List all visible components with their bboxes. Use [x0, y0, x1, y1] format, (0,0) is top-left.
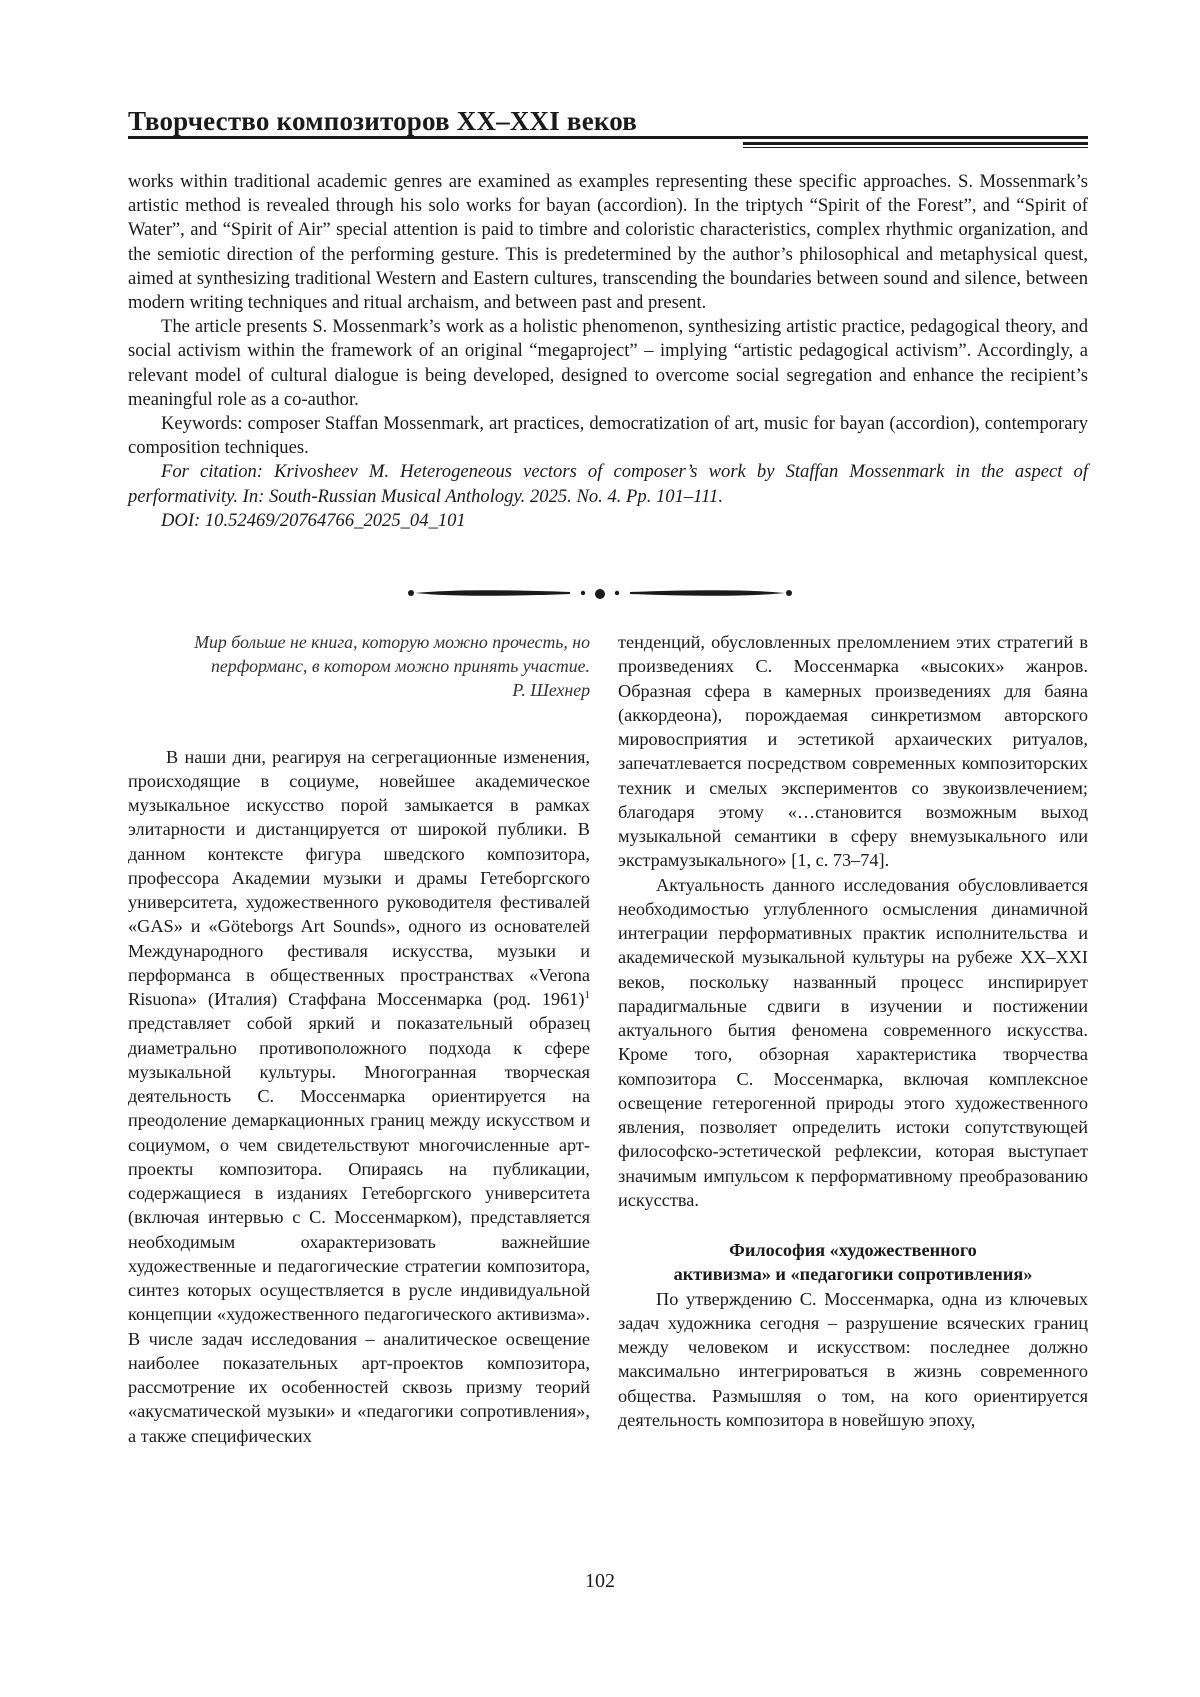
running-header [128, 100, 1088, 150]
footnote-marker[interactable]: 1 [584, 989, 590, 1002]
section-heading [618, 1238, 1088, 1287]
page-number: 102 [585, 1570, 615, 1592]
right-column [618, 630, 1088, 1432]
section-divider-ornament-icon [405, 581, 795, 605]
epigraph [128, 630, 590, 703]
body-paragraph-relevance: Актуальность данного исследования обусловливается необходимостью углубленного осмысления динамичной интеграции перформативных практик исполнительства и академической музыкальной культуры на рубеже XX–XXI веков, поскольку названный процесс инспирирует парадигмальные сдвиги в изучении и постижении актуального бытия феномена современного искусства. Кроме того, обзорная характеристика творчества композитора С. Моссенмарка, включая комплексное освещение гетерогенной природы этого художественного явления, позволяет определить истоки сопутствующей философско-эстетической рефлексии, которая выступает значимым импульсом к перформативному преобразованию искусства. [618, 874, 1088, 1210]
header-rule-double [743, 142, 1088, 145]
epigraph-quote: Мир больше не книга, которую можно прочесть, но перформанс, в котором можно принять участие. [194, 632, 590, 677]
abstract-paragraph-1: works within traditional academic genres are examined as examples representing these specific approaches. S. Mossenmark’s artistic method is revealed through his solo works for bayan (accordion). In the triptych “Spirit of the Forest”, and “Spirit of Water”, and “Spirit of Air” special attention is paid to timbre and coloristic characteristics, complex rhythmic organization, and the semiotic direction of the performing gesture. This is predetermined by the author’s philosophical and metaphysical quest, aimed at synthesizing traditional Western and Eastern cultures, transcending the boundaries between sound and silence, between modern writing techniques and ritual archaism, and between past and present. [128, 171, 1088, 314]
body-text-part-1: В наши дни, реагируя на сегрегационные изменения, происходящие в социуме, новейшее академическое музыкальное искусство порой замыкается в рамках элитарности и дистанцируется от широкой публики. В данном контексте фигура шведского композитора, профессора Академии музыки и драмы Гетеборгского университета, художественного руководителя фестивалей «GAS» и «Göteborgs Art Sounds», одного из основателей Международного фестиваля искусства, музыки и перформанса в общественных пространствах «Verona Risuona» (Италия) Стаффана Моссенмарка (род. 1961) [128, 746, 590, 1010]
body-paragraph-section: По утверждению С. Моссенмарка, одна из ключевых задач художника сегодня – разрушение всяческих границ между человеком и искусством: последнее должно максимально интегрироваться в жизнь современного общества. Размышляя о том, на кого ориентируется деятельность композитора в новейшую эпоху, [618, 1288, 1088, 1430]
body-text-part-2: представляет собой яркий и показательный образец диаметрально противоположного подхода к сфере музыкальной культуры. Многогранная творческая деятельность С. Моссенмарка ориентируется на преодоление демаркационных границ между искусством и социумом, о чем свидетельствуют многочисленные арт-проекты композитора. Опираясь на публикации, содержащиеся в изданиях Гетеборгского университета (включая интервью с С. Моссенмарком), представляется необходимым охарактеризовать важнейшие художественные и педагогические стратегии композитора, синтез которых осуществляется в русле индивидуальной концепции «художественного педагогического активизма». В числе задач исследования – аналитическое освещение наиболее показательных арт-проектов композитора, рассмотрение их особенностей сквозь призму теорий «акусматической музыки» и «педагогики сопротивления», а также специфических [128, 1013, 590, 1446]
running-header-title: Творчество композиторов XX–XXI веков [128, 106, 638, 136]
abstract-citation: For citation: Krivosheev M. Heterogeneous vectors of composer’s work by Staffan Mossenmark in the aspect of performativity. In: South-Russian Musical Anthology. 2025. No. 4. Pp. 101–111. [128, 461, 1088, 507]
left-column [128, 630, 590, 1448]
body-paragraph-continued: тенденций, обусловленных преломлением этих стратегий в произведениях С. Моссенмарка «высоких» жанров. Образная сфера в камерных произведениях для баяна (аккордеона), порождаемая синкретизмом авторского мировосприятия и эстетикой архаических ритуалов, запечатлевается посредством современных композиторских техник и смелых экспериментов со звукоизвлечением; благодаря этому «…становится возможным выход музыкальной семантики в сферу внемузыкального или экстрамузыкального» [1, с. 73–74]. [618, 632, 1088, 871]
english-abstract [128, 170, 1088, 533]
section-heading-line-1: Философия «художественного [729, 1240, 977, 1260]
epigraph-author: Р. Шехнер [512, 680, 590, 701]
abstract-keywords: Keywords: composer Staffan Mossenmark, art practices, democratization of art, music for bayan (accordion), contemporary composition techniques. [128, 413, 1088, 459]
abstract-doi: DOI: 10.52469/20764766_2025_04_101 [161, 509, 466, 531]
body-paragraph [128, 745, 590, 1448]
header-rule-thin [743, 147, 1088, 148]
abstract-paragraph-2: The article presents S. Mossenmark’s work as a holistic phenomenon, synthesizing artistic practice, pedagogical theory, and social activism within the framework of an original “megaproject” – implying “artistic pedagogical activism”. Accordingly, a relevant model of cultural dialogue is being developed, designed to overcome social segregation and enhance the recipient’s meaningful role as a co-author. [128, 316, 1088, 410]
header-rule-main [128, 136, 1088, 139]
section-heading-line-2: активизма» и «педагогики сопротивления» [673, 1264, 1033, 1285]
